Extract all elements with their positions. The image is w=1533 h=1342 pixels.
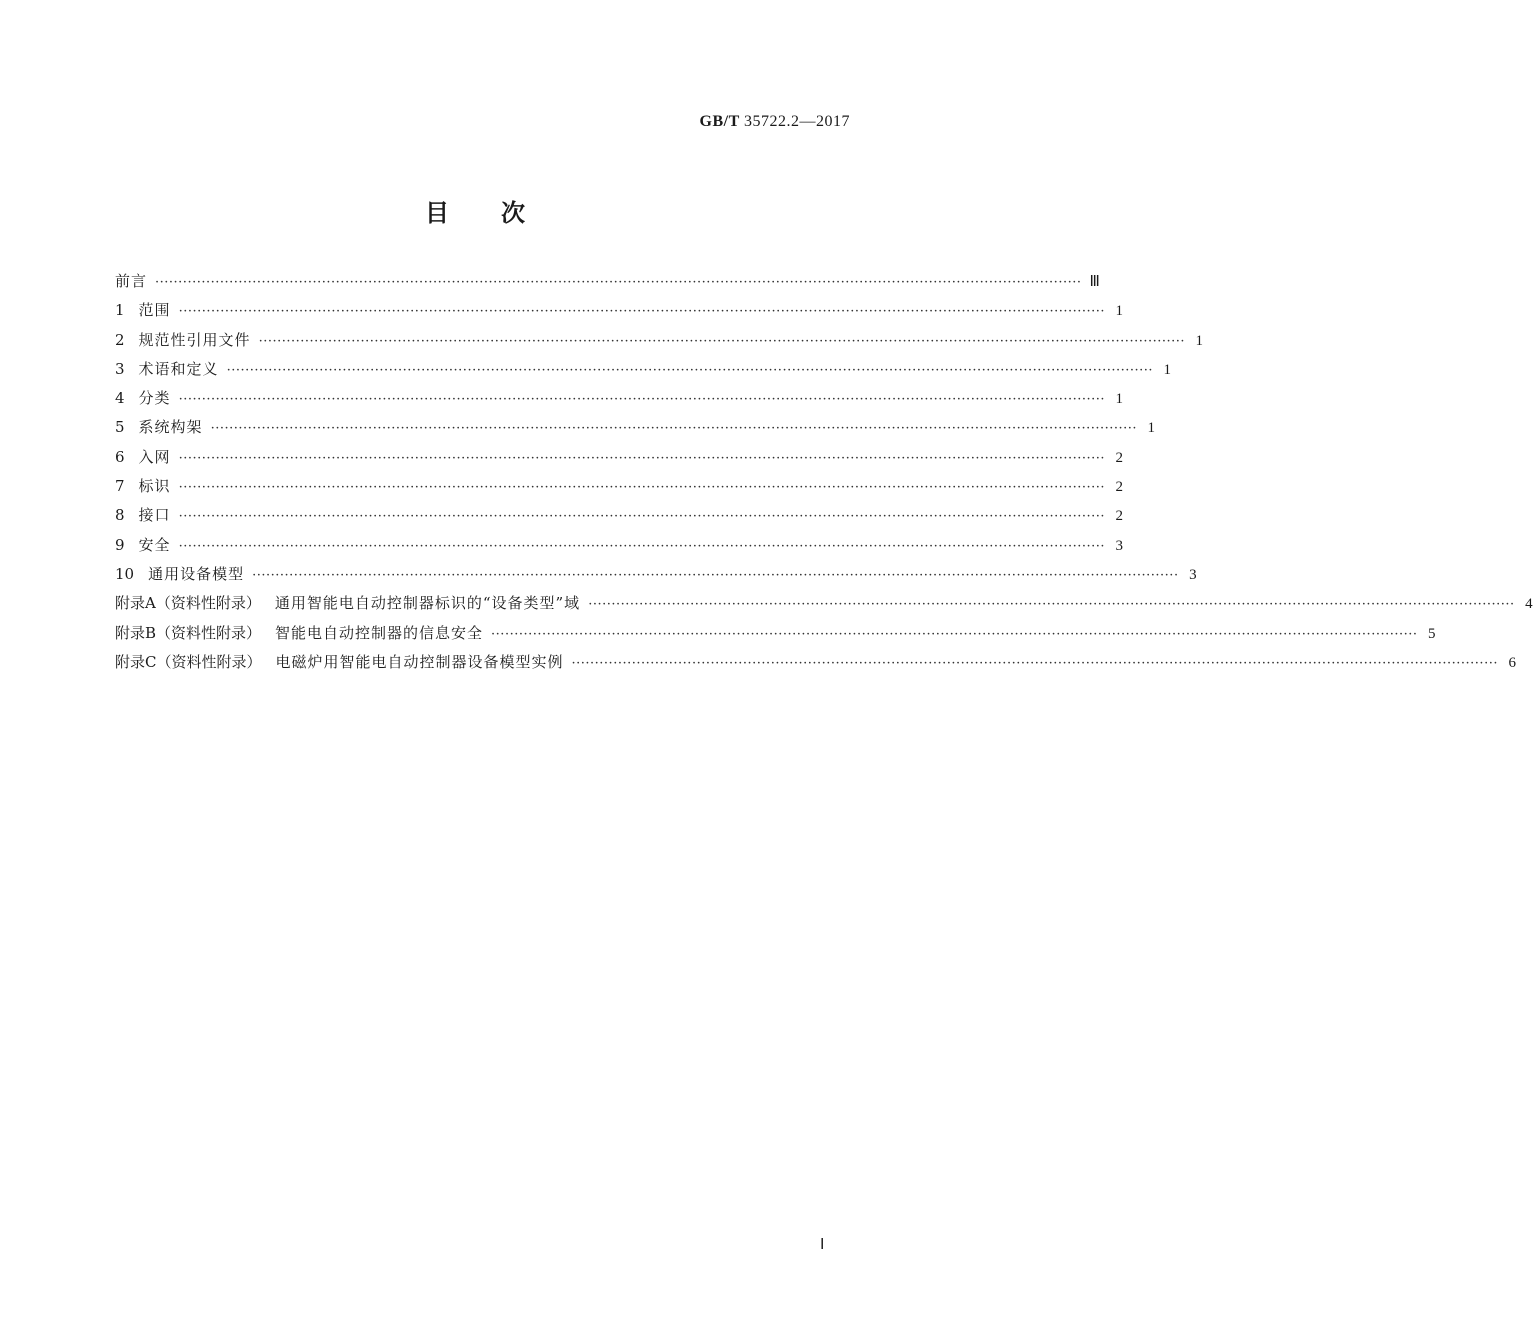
toc-entry[interactable] — [115, 475, 1124, 504]
toc-entry-title: 安全 — [138, 535, 171, 554]
toc-entry[interactable] — [115, 299, 1124, 328]
toc-entry[interactable] — [115, 387, 1124, 416]
toc-entry[interactable] — [115, 534, 1124, 563]
toc-leader-dots: ········································································································································································································ — [155, 275, 1082, 290]
standard-code — [700, 113, 850, 131]
toc-entry-number: 2 — [115, 330, 125, 349]
toc-leader-dots: ········································································································································································································ — [258, 333, 1186, 349]
toc-entry-title: 入网 — [138, 447, 171, 466]
toc-entry-number: 4 — [115, 389, 125, 408]
toc-entry-page: 1 — [1115, 391, 1124, 408]
toc-leader-dots: ········································································································································································································ — [588, 597, 1515, 613]
toc-entry[interactable] — [115, 592, 1533, 621]
toc-entry[interactable] — [115, 446, 1124, 475]
toc-entry-number: 9 — [115, 535, 125, 554]
toc-entry[interactable] — [115, 270, 1100, 299]
toc-entry-title: 系统构架 — [138, 418, 203, 437]
toc-entry[interactable] — [115, 416, 1156, 445]
toc-entry-number: 6 — [115, 447, 125, 466]
toc-entry-title: 范围 — [138, 301, 171, 320]
toc-entry-title: 通用设备模型 — [148, 564, 245, 583]
standard-prefix: GB/T — [699, 113, 740, 130]
toc-entry-page: 1 — [1163, 361, 1172, 378]
toc-entry-page: 3 — [1189, 566, 1197, 583]
toc-entry[interactable] — [115, 329, 1204, 358]
toc-entry-number: 3 — [115, 359, 125, 378]
toc-entry-page: 1 — [1147, 420, 1156, 437]
toc-leader-dots: ········································································································································································································ — [178, 509, 1106, 525]
toc-entry-number: 1 — [115, 301, 125, 320]
toc-entry-title: 电磁炉用智能电自动控制器设备模型实例 — [275, 652, 564, 671]
toc-entry-page: 2 — [1115, 508, 1124, 525]
toc-entry[interactable] — [115, 651, 1516, 680]
toc-entry-page: 6 — [1508, 654, 1516, 671]
toc-entry-title: 标识 — [138, 477, 171, 496]
toc-entry-title: 通用智能电自动控制器标识的“设备类型”域 — [274, 594, 581, 613]
toc-entry-title: 规范性引用文件 — [138, 330, 251, 349]
page-title: 目次 — [425, 198, 577, 227]
toc-entry-number: 8 — [115, 506, 125, 525]
toc-leader-dots: ········································································································································································································ — [178, 538, 1106, 554]
toc-leader-dots: ········································································································································································································ — [491, 626, 1418, 642]
toc-entry-page: 3 — [1115, 537, 1124, 554]
toc-entry-page: 2 — [1115, 449, 1124, 466]
toc-entry-title: 分类 — [138, 389, 171, 408]
toc-entry-number: 5 — [115, 418, 125, 437]
toc-entry[interactable] — [115, 504, 1124, 533]
toc-leader-dots: ········································································································································································································ — [178, 480, 1106, 496]
table-of-contents — [115, 270, 1533, 680]
toc-entry-page: 5 — [1428, 625, 1436, 642]
toc-leader-dots: ········································································································································································································ — [178, 450, 1106, 466]
toc-entry-number: 附录B（资料性附录） — [115, 623, 262, 642]
toc-entry-number: 附录C（资料性附录） — [115, 652, 262, 671]
toc-entry-page: 1 — [1195, 332, 1204, 349]
toc-entry-number: 附录A（资料性附录） — [115, 594, 261, 613]
toc-entry[interactable] — [115, 622, 1436, 651]
toc-entry-page: 1 — [1115, 303, 1124, 320]
toc-leader-dots: ········································································································································································································ — [252, 567, 1179, 583]
toc-entry-page: 4 — [1525, 596, 1533, 613]
toc-entry-title: 智能电自动控制器的信息安全 — [275, 623, 484, 642]
standard-number: 35722.2—2017 — [744, 113, 850, 130]
toc-entry-title: 前言 — [115, 272, 148, 290]
toc-leader-dots: ········································································································································································································ — [226, 362, 1154, 378]
toc-entry-page: Ⅲ — [1089, 274, 1100, 290]
toc-leader-dots: ········································································································································································································ — [571, 655, 1498, 671]
toc-entry-number: 10 — [115, 564, 135, 583]
toc-entry-number: 7 — [115, 477, 125, 496]
toc-leader-dots: ········································································································································································································ — [210, 421, 1138, 437]
toc-leader-dots: ········································································································································································································ — [178, 304, 1106, 320]
toc-entry-title: 术语和定义 — [138, 359, 219, 378]
toc-entry[interactable] — [115, 563, 1197, 592]
toc-entry-title: 接口 — [138, 506, 171, 525]
toc-entry-page: 2 — [1115, 479, 1124, 496]
toc-entry[interactable] — [115, 358, 1172, 387]
toc-leader-dots: ········································································································································································································ — [178, 392, 1106, 408]
footer-page-number: Ⅰ — [820, 1237, 825, 1253]
